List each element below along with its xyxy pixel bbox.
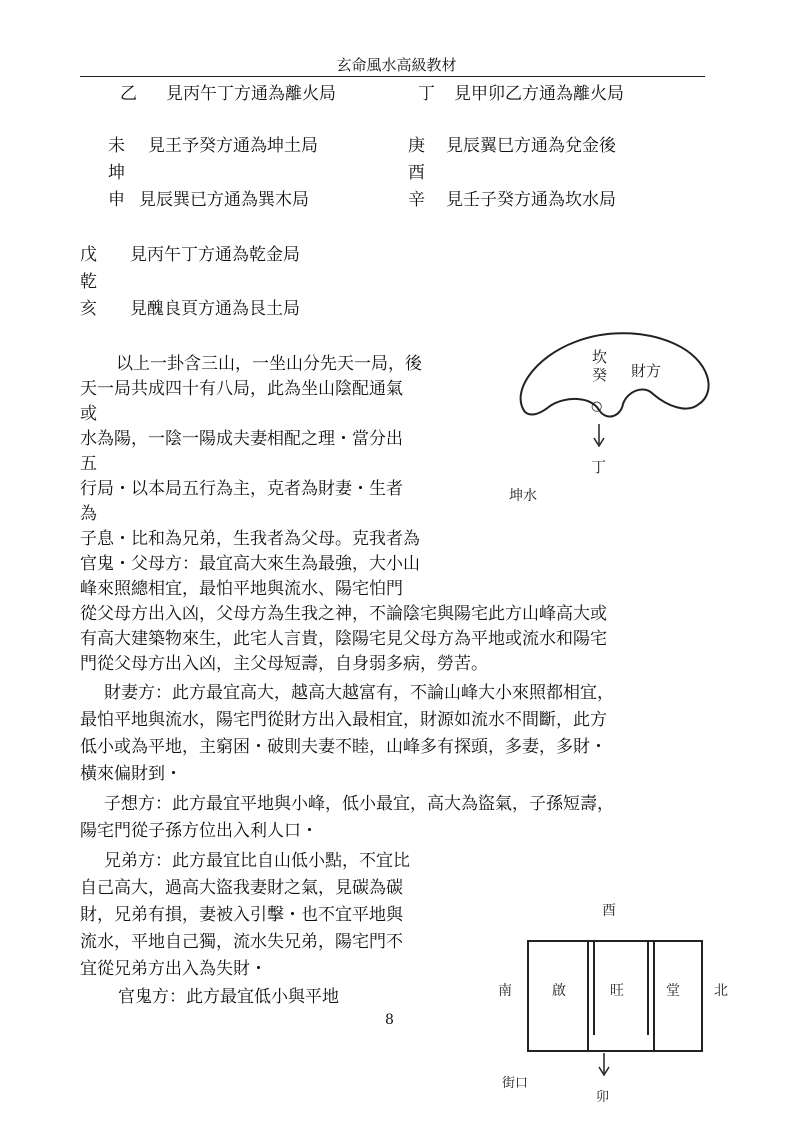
stem-wu: 戊 xyxy=(80,245,97,265)
fig2-gate: 街口 xyxy=(502,1076,529,1091)
body-line-14: 財妻方：此方最宜高大，越高大越富有，不論山峰大小來照都相宜， xyxy=(104,683,614,703)
figure-house-layout xyxy=(490,895,740,1115)
rule-ding: 見甲卯乙方通為離火局 xyxy=(454,84,624,104)
body-line-19: 陽宅門從子孫方位出入利人口・ xyxy=(80,821,318,841)
stem-yi: 乙 xyxy=(120,84,137,104)
stem-ding: 丁 xyxy=(418,84,435,104)
stem-xin: 辛 xyxy=(408,190,425,210)
fig1-label-gui: 癸 xyxy=(592,366,608,384)
body-line-8: 子息・比和為兄弟，生我者為父母。克我者為 xyxy=(80,529,420,549)
body-line-10: 峰來照總相宜，最怕平地與流水、陽宅怕門 xyxy=(80,579,403,599)
rule-geng: 見辰翼巳方通為兌金後 xyxy=(446,136,616,156)
rule-yi: 見丙午丁方通為離火局 xyxy=(166,84,336,104)
body-line-7: 為 xyxy=(80,504,97,524)
stem-wei: 未 xyxy=(108,136,125,156)
fig2-bottom-mao: 卯 xyxy=(596,1090,610,1105)
body-line-6: 行局・以本局五行為主，克者為財妻・生者 xyxy=(80,479,403,499)
fig2-room-tang: 堂 xyxy=(666,983,680,999)
stem-hai: 亥 xyxy=(80,299,97,319)
rule-wu: 見丙午丁方通為乾金局 xyxy=(130,245,300,265)
body-line-5: 五 xyxy=(80,454,97,474)
body-line-17: 橫來偏財到・ xyxy=(80,764,182,784)
body-line-3: 或 xyxy=(80,404,97,424)
fig1-label-kan: 坎 xyxy=(592,348,608,366)
rule-hai: 見醜良頁方通為艮土局 xyxy=(130,299,300,319)
stem-geng: 庚 xyxy=(408,136,425,156)
fig2-right-bei: 北 xyxy=(714,983,728,999)
body-line-24: 宜從兄弟方出入為失財・ xyxy=(80,959,267,979)
rule-shen: 見辰巽已方通為巽木局 xyxy=(139,190,309,210)
page-header: 玄命風水高級教材 xyxy=(336,56,457,74)
body-line-2: 天一局共成四十有八局，此為坐山陰配通氣 xyxy=(80,379,403,399)
header-rule xyxy=(80,76,705,77)
body-line-21: 自己高大，過高大盜我妻財之氣，見碳為碳 xyxy=(80,878,403,898)
body-line-11: 從父母方出入凶，父母方為生我之神，不論陰宅與陽宅此方山峰高大或 xyxy=(80,604,607,624)
body-line-25: 官鬼方：此方最宜低小與平地 xyxy=(118,987,339,1007)
body-line-18: 子想方：此方最宜平地與小峰，低小最宜，高大為盜氣，子孫短壽， xyxy=(104,794,614,814)
fig2-left-nan: 南 xyxy=(498,983,512,999)
fig2-room-wang: 旺 xyxy=(610,983,624,999)
body-line-22: 財，兄弟有損，妻被入引擊・也不宜平地與 xyxy=(80,905,403,925)
body-line-20: 兄弟方：此方最宜比自山低小點，不宜比 xyxy=(104,851,410,871)
fig1-circle-mark: ○ xyxy=(591,399,603,414)
body-line-12: 有高大建築物來生，此宅人言貴，陰陽宅見父母方為平地或流水和陽宅 xyxy=(80,629,607,649)
rule-wei: 見王予癸方通為坤土局 xyxy=(148,136,318,156)
fig1-caption: 坤水 xyxy=(509,488,537,504)
stem-qian: 乾 xyxy=(80,272,97,292)
body-line-4: 水為陽，一陰一陽成夫妻相配之理・當分出 xyxy=(80,429,403,449)
stem-kun: 坤 xyxy=(108,163,125,183)
fig2-room-qi: 啟 xyxy=(552,983,566,999)
body-line-1: 以上一卦含三山，一坐山分先天一局，後 xyxy=(116,354,422,374)
fig2-top-you: 酉 xyxy=(602,903,616,919)
stem-you: 酉 xyxy=(408,163,425,183)
body-line-16: 低小或為平地，主窮困・破則夫妻不睦，山峰多有探頭，多妻，多財・ xyxy=(80,737,607,757)
figure-mountain-sketch xyxy=(495,322,725,522)
body-line-15: 最怕平地與流水，陽宅門從財方出入最相宜，財源如流水不間斷，此方 xyxy=(80,710,607,730)
body-line-9: 官鬼・父母方：最宜高大來生為最強，大小山 xyxy=(80,554,420,574)
rule-xin: 見壬子癸方通為坎水局 xyxy=(446,190,616,210)
stem-shen: 申 xyxy=(108,190,125,210)
body-line-13: 門從父母方出入凶，主父母短壽，自身弱多病，勞苦。 xyxy=(80,654,488,674)
mountain-outline xyxy=(521,333,709,416)
fig1-label-ding: 丁 xyxy=(591,458,607,476)
page-number: 8 xyxy=(385,1012,394,1028)
fig1-label-caifang: 財方 xyxy=(631,362,662,380)
body-line-23: 流水，平地自己獨，流水失兄弟，陽宅門不 xyxy=(80,932,403,952)
